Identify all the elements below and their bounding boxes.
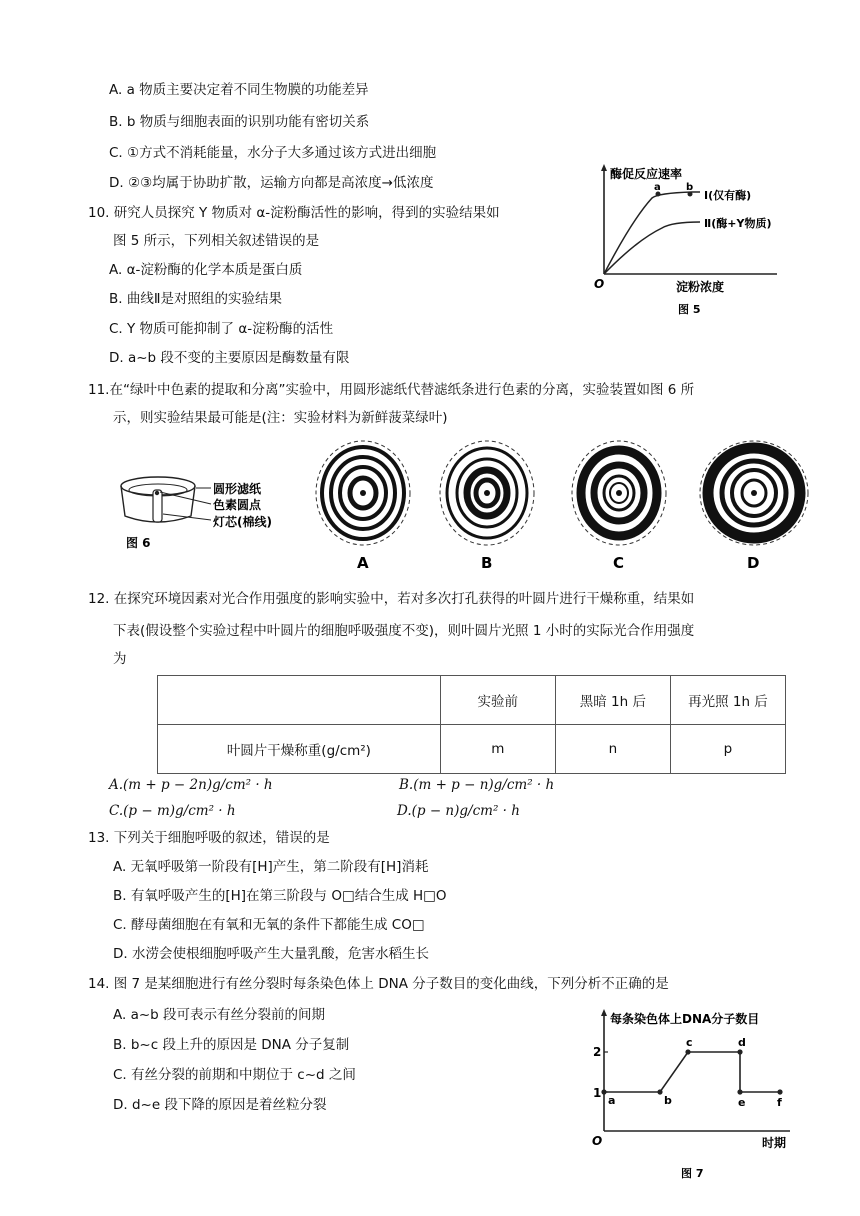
- option-c-chromatogram: [568, 438, 670, 570]
- q12-option-b: B.(m + p − n)g/cm² · h: [399, 777, 555, 793]
- table-row: [158, 725, 786, 774]
- option-b-chromatogram: [436, 438, 538, 570]
- q14-option-c: C. 有丝分裂的前期和中期位于 c~d 之间: [113, 1067, 356, 1083]
- q12-option-c: C.(p − m)g/cm² · h: [109, 803, 236, 819]
- table-header-cell: [158, 676, 441, 725]
- table-header-cell: 黑暗 1h 后: [555, 676, 670, 725]
- fig5-ylabel: 酶促反应速率: [610, 167, 683, 181]
- option-d-label: D: [747, 554, 760, 572]
- fig5-origin: O: [594, 277, 605, 291]
- fig7-point-b: [657, 1089, 662, 1094]
- fig7-origin: O: [592, 1134, 603, 1148]
- table-header-cell: 实验前: [440, 676, 555, 725]
- fig7-point-label-c: c: [686, 1036, 693, 1049]
- q13-option-d: D. 水涝会使根细胞呼吸产生大量乳酸，危害水稻生长: [113, 946, 429, 962]
- option-a-label: A: [357, 554, 369, 572]
- q14-stem: 14. 图 7 是某细胞进行有丝分裂时每条染色体上 DNA 分子数目的变化曲线，下列分析不正确的是: [88, 976, 669, 992]
- fig5-y-arrow: [601, 164, 607, 171]
- fig7-ytick-1: 1: [593, 1086, 602, 1100]
- q12-stem: 12. 在探究环境因素对光合作用强度的影响实验中，若对多次打孔获得的叶圆片进行干燥称重，结果如: [88, 591, 695, 607]
- figure-7-dna-chart: [590, 1005, 805, 1180]
- fig5-curve-1-label: Ⅰ(仅有酶): [704, 189, 752, 202]
- fig7-title: 每条染色体上DNA分子数目: [610, 1012, 760, 1026]
- q10-option-d: D. a~b 段不变的主要原因是酶数量有限: [109, 350, 350, 366]
- table-header-cell: 再光照 1h 后: [670, 676, 785, 725]
- fig6-label-filter-paper: 圆形滤纸: [213, 482, 262, 496]
- table-cell: m: [440, 725, 555, 774]
- fig7-point-label-a: a: [608, 1094, 616, 1107]
- option-c-label: C: [613, 554, 625, 572]
- fig5-label-a: a: [654, 182, 661, 193]
- fig6-label-pigment-dot: 色素圆点: [213, 498, 262, 512]
- q10-stem-cont: 图 5 所示，下列相关叙述错误的是: [113, 233, 320, 249]
- table-cell: 叶圆片干燥称重(g/cm²): [158, 725, 441, 774]
- fig7-point-e: [737, 1089, 742, 1094]
- fig7-series-line: [604, 1052, 780, 1092]
- q12-stem-cont: 下表(假设整个实验过程中叶圆片的细胞呼吸强度不变)，则叶圆片光照 1 小时的实际光合作用强度: [113, 623, 695, 639]
- figure-6-apparatus: [118, 470, 308, 552]
- fig7-caption: 图 7: [681, 1167, 704, 1180]
- q12-stem-end: 为: [113, 651, 127, 667]
- fig7-point-label-d: d: [738, 1036, 746, 1049]
- fig7-point-f: [777, 1089, 782, 1094]
- q10-stem: 10. 研究人员探究 Y 物质对 α-淀粉酶活性的影响，得到的实验结果如: [88, 205, 500, 221]
- figure-5-enzyme-chart: [592, 160, 792, 325]
- q13-option-b: B. 有氧呼吸产生的[H]在第三阶段与 O□结合生成 H□O: [113, 888, 447, 904]
- q9-option-b: B. b 物质与细胞表面的识别功能有密切关系: [109, 114, 370, 130]
- table-header-row: [158, 676, 786, 725]
- option-d-chromatogram: [698, 438, 810, 570]
- fig6-label-wick: 灯芯(棉线): [213, 515, 272, 529]
- q14-option-d: D. d~e 段下降的原因是着丝粒分裂: [113, 1097, 327, 1113]
- table-cell: p: [670, 725, 785, 774]
- fig7-point-d: [737, 1049, 742, 1054]
- fig7-ytick-2: 2: [593, 1045, 602, 1059]
- q12-data-table: [157, 675, 786, 774]
- q12-option-d: D.(p − n)g/cm² · h: [397, 803, 520, 819]
- q9-option-a: A. a 物质主要决定着不同生物膜的功能差异: [109, 82, 369, 98]
- q10-option-b: B. 曲线Ⅱ是对照组的实验结果: [109, 291, 282, 307]
- q14-option-a: A. a~b 段可表示有丝分裂前的间期: [113, 1007, 326, 1023]
- q11-stem-cont: 示，则实验结果最可能是(注：实验材料为新鲜菠菜绿叶): [113, 410, 448, 426]
- table-cell: n: [555, 725, 670, 774]
- fig7-point-label-f: f: [777, 1096, 782, 1109]
- fig7-point-label-b: b: [664, 1094, 672, 1107]
- fig7-point-a: [601, 1089, 606, 1094]
- fig6-caption: 图 6: [126, 536, 151, 550]
- q9-option-c: C. ①方式不消耗能量，水分子大多通过该方式进出细胞: [109, 145, 437, 161]
- fig7-point-label-e: e: [738, 1096, 746, 1109]
- q13-stem: 13. 下列关于细胞呼吸的叙述，错误的是: [88, 830, 330, 846]
- q10-option-c: C. Y 物质可能抑制了 α-淀粉酶的活性: [109, 321, 334, 337]
- fig5-caption: 图 5: [678, 303, 701, 316]
- fig5-curve-2-label: Ⅱ(酶+Y物质): [704, 217, 772, 230]
- fig7-xlabel: 时期: [762, 1136, 787, 1150]
- q9-option-d: D. ②③均属于协助扩散，运输方向都是高浓度→低浓度: [109, 175, 434, 191]
- fig5-xlabel: 淀粉浓度: [676, 280, 725, 294]
- q11-stem: 11.在“绿叶中色素的提取和分离”实验中，用圆形滤纸代替滤纸条进行色素的分离，实验装置如图 6 所: [88, 382, 695, 398]
- fig7-point-c: [685, 1049, 690, 1054]
- q13-option-c: C. 酵母菌细胞在有氧和无氧的条件下都能生成 CO□: [113, 917, 425, 933]
- q10-option-a: A. α-淀粉酶的化学本质是蛋白质: [109, 262, 303, 278]
- fig5-label-b: b: [686, 182, 694, 193]
- q13-option-a: A. 无氧呼吸第一阶段有[H]产生，第二阶段有[H]消耗: [113, 859, 429, 875]
- option-b-label: B: [481, 554, 493, 572]
- option-a-chromatogram: [312, 438, 414, 570]
- q14-option-b: B. b~c 段上升的原因是 DNA 分子复制: [113, 1037, 350, 1053]
- q12-option-a: A.(m + p − 2n)g/cm² · h: [109, 777, 273, 793]
